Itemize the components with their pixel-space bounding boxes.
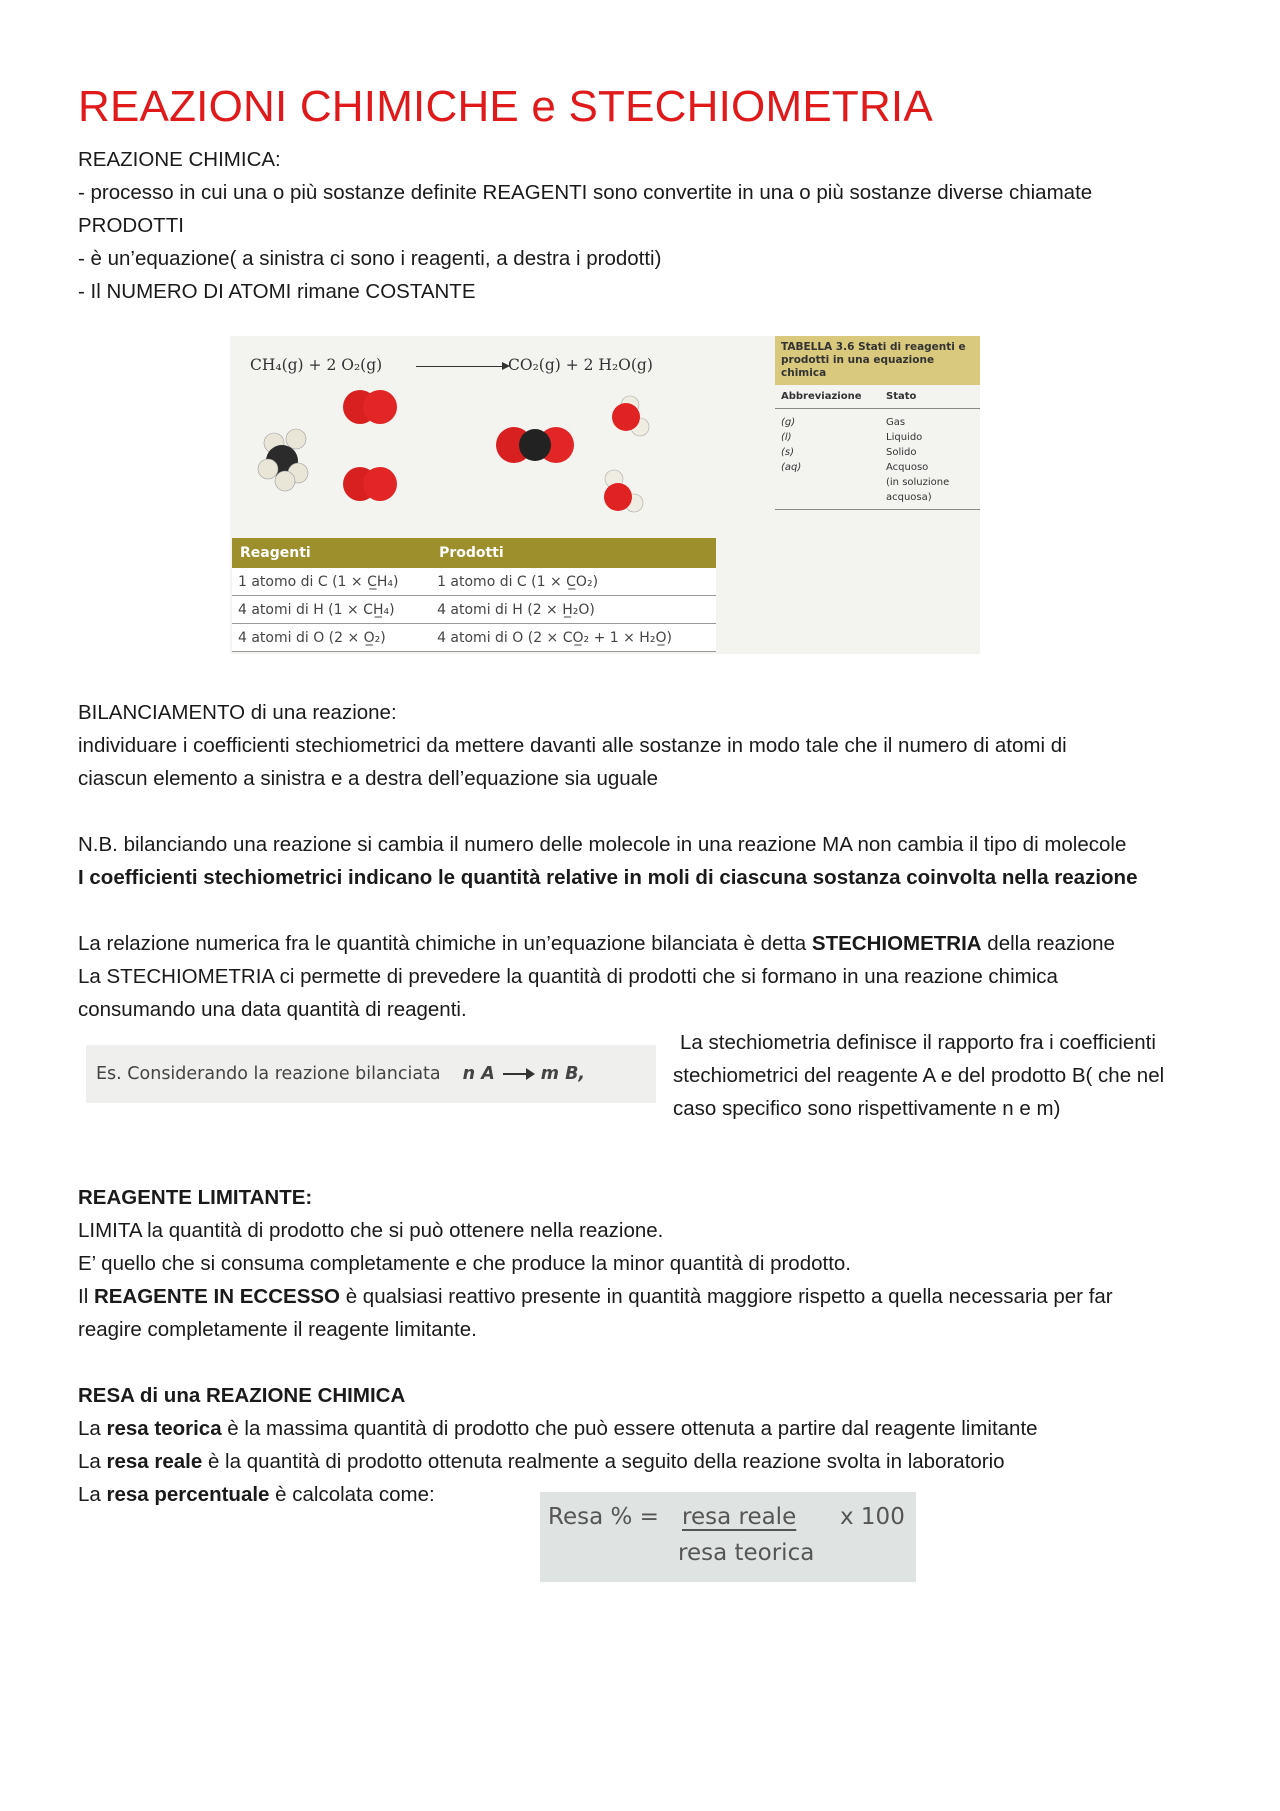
states-row bbox=[775, 445, 980, 460]
text-run: è la massima quantità di prodotto che può essere ottenuta a partire dal reagente limitante bbox=[221, 1417, 1038, 1440]
states-value: Solido bbox=[886, 447, 917, 458]
atoms-table bbox=[232, 538, 716, 652]
reaction-figure bbox=[230, 336, 980, 654]
states-value: Acquoso bbox=[886, 462, 929, 473]
states-col-abbreviation: Abbreviazione bbox=[781, 391, 862, 402]
intro-line: - processo in cui una o più sostanze definite REAGENTI sono convertite in una o più sostanze diverse chiamate bbox=[78, 181, 1093, 204]
table-cell: 4 atomi di H (1 × CH̲₄) bbox=[232, 596, 431, 624]
formula-lhs: Resa % = bbox=[548, 1504, 659, 1530]
intro-section bbox=[78, 143, 1092, 308]
table-cell: 1 atomo di C (1 × C̲O₂) bbox=[431, 568, 716, 596]
stoichiometry-line: La STECHIOMETRIA ci permette di prevedere la quantità di prodotti che si formano in una reazione chimica bbox=[78, 965, 1058, 988]
example-reagent: n A bbox=[462, 1064, 495, 1084]
table-header: Reagenti bbox=[232, 538, 431, 568]
formula-numerator: resa reale bbox=[682, 1504, 797, 1530]
text-run: La bbox=[78, 1483, 107, 1506]
carbon-dioxide-molecule-icon bbox=[496, 427, 574, 463]
states-note: acquosa) bbox=[886, 492, 932, 503]
side-note-line: stechiometrici del reagente A e del prodotto B( che nel bbox=[673, 1064, 1165, 1087]
formula-denominator: resa teorica bbox=[678, 1540, 815, 1566]
states-row bbox=[775, 475, 980, 490]
table-row bbox=[232, 624, 716, 652]
text-run-bold: resa teorica bbox=[106, 1417, 222, 1440]
states-row bbox=[775, 490, 980, 505]
text-run-bold: resa percentuale bbox=[106, 1483, 270, 1506]
limiting-line bbox=[78, 1280, 1218, 1313]
table-row bbox=[232, 596, 716, 624]
states-abbr: (aq) bbox=[781, 462, 802, 473]
states-value: Liquido bbox=[886, 432, 923, 443]
side-note-line: caso specifico sono rispettivamente n e m) bbox=[673, 1097, 1061, 1120]
text-run-bold: resa reale bbox=[106, 1450, 203, 1473]
balancing-line: individuare i coefficienti stechiometrici da mettere davanti alle sostanze in modo tale che il numero di atomi di bbox=[78, 734, 1067, 757]
table-cell: 1 atomo di C (1 × C̲H₄) bbox=[232, 568, 431, 596]
water-molecule-icon bbox=[612, 396, 649, 436]
example-product: m B, bbox=[540, 1064, 586, 1084]
text-run: della reazione bbox=[981, 932, 1115, 955]
table-header: Prodotti bbox=[431, 538, 716, 568]
yield-line bbox=[78, 1412, 1218, 1445]
states-row bbox=[775, 430, 980, 445]
yield-line bbox=[78, 1445, 1218, 1478]
states-table bbox=[775, 336, 980, 526]
states-row bbox=[775, 460, 980, 475]
text-run: Il bbox=[78, 1285, 94, 1308]
table-cell: 4 atomi di O (2 × CO̲₂ + 1 × H₂O̲) bbox=[431, 624, 716, 652]
text-run: è qualsiasi reattivo presente in quantità maggiore rispetto a quella necessaria per far bbox=[340, 1285, 1113, 1308]
text-run-bold: REAGENTE IN ECCESSO bbox=[93, 1285, 340, 1308]
text-run-bold: STECHIOMETRIA bbox=[811, 932, 982, 955]
text-run: è la quantità di prodotto ottenuta realmente a seguito della reazione svolta in laboratorio bbox=[202, 1450, 1005, 1473]
states-abbr: (s) bbox=[781, 447, 795, 458]
methane-molecule-icon bbox=[258, 429, 308, 491]
text-run: La bbox=[78, 1450, 107, 1473]
side-note-line: La stechiometria definisce il rapporto fra i coefficienti bbox=[680, 1031, 1156, 1054]
stoichiometry-definition bbox=[78, 927, 1218, 960]
molecules-illustration bbox=[230, 381, 710, 531]
yield-formula bbox=[540, 1492, 916, 1582]
oxygen-molecule-icon bbox=[343, 467, 397, 501]
balancing-section bbox=[78, 696, 1218, 1026]
limiting-heading: REAGENTE LIMITANTE: bbox=[78, 1186, 313, 1209]
states-note: (in soluzione bbox=[886, 477, 950, 488]
example-text: Es. Considerando la reazione bilanciata bbox=[96, 1064, 441, 1084]
states-col-state: Stato bbox=[886, 391, 917, 402]
states-row bbox=[775, 415, 980, 430]
intro-line: - Il NUMERO DI ATOMI rimane COSTANTE bbox=[78, 280, 476, 303]
balancing-line: ciascun elemento a sinistra e a destra dell’equazione sia uguale bbox=[78, 767, 659, 790]
equation-reagents: CH₄(g) + 2 O₂(g) bbox=[250, 356, 383, 374]
table-cell: 4 atomi di H (2 × H̲₂O) bbox=[431, 596, 716, 624]
states-abbr: (l) bbox=[781, 432, 792, 443]
oxygen-molecule-icon bbox=[343, 390, 397, 424]
text-run: La bbox=[78, 1417, 107, 1440]
stoichiometry-line: consumando una data quantità di reagenti. bbox=[78, 998, 467, 1021]
formula-multiplier: x 100 bbox=[840, 1504, 905, 1530]
stoichiometry-side-note bbox=[673, 1026, 1233, 1125]
balancing-key-statement: I coefficienti stechiometrici indicano le quantità relative in moli di ciascuna sostanza coinvolta nella reazione bbox=[78, 866, 1138, 889]
intro-heading: REAZIONE CHIMICA: bbox=[78, 148, 281, 171]
intro-line: - è un’equazione( a sinistra ci sono i reagenti, a destra i prodotti) bbox=[78, 247, 662, 270]
table-row bbox=[232, 568, 716, 596]
reaction-arrow-icon bbox=[416, 366, 508, 367]
limiting-line: reagire completamente il reagente limitante. bbox=[78, 1318, 477, 1341]
text-run: La relazione numerica fra le quantità chimiche in un’equazione bilanciata è detta bbox=[78, 932, 812, 955]
intro-line: PRODOTTI bbox=[78, 214, 184, 237]
arrow-icon bbox=[503, 1073, 533, 1075]
balancing-heading: BILANCIAMENTO di una reazione: bbox=[78, 701, 397, 724]
yield-heading: RESA di una REAZIONE CHIMICA bbox=[78, 1384, 406, 1407]
states-abbr: (g) bbox=[781, 417, 796, 428]
limiting-reagent-section bbox=[78, 1181, 1218, 1511]
states-table-header bbox=[775, 385, 980, 409]
limiting-line: LIMITA la quantità di prodotto che si può ottenere nella reazione. bbox=[78, 1219, 664, 1242]
page-title: REAZIONI CHIMICHE e STECHIOMETRIA bbox=[78, 82, 933, 131]
text-run: è calcolata come: bbox=[269, 1483, 435, 1506]
limiting-line: E’ quello che si consuma completamente e che produce la minor quantità di prodotto. bbox=[78, 1252, 851, 1275]
table-cell: 4 atomi di O (2 × O̲₂) bbox=[232, 624, 431, 652]
equation-products: CO₂(g) + 2 H₂O(g) bbox=[508, 356, 653, 374]
states-value: Gas bbox=[886, 417, 906, 428]
example-box bbox=[86, 1045, 656, 1103]
balancing-note: N.B. bilanciando una reazione si cambia il numero delle molecole in una reazione MA non cambia il tipo di molecole bbox=[78, 833, 1127, 856]
water-molecule-icon bbox=[604, 470, 643, 512]
states-table-caption: TABELLA 3.6 Stati di reagenti e prodotti in una equazione chimica bbox=[775, 336, 980, 385]
